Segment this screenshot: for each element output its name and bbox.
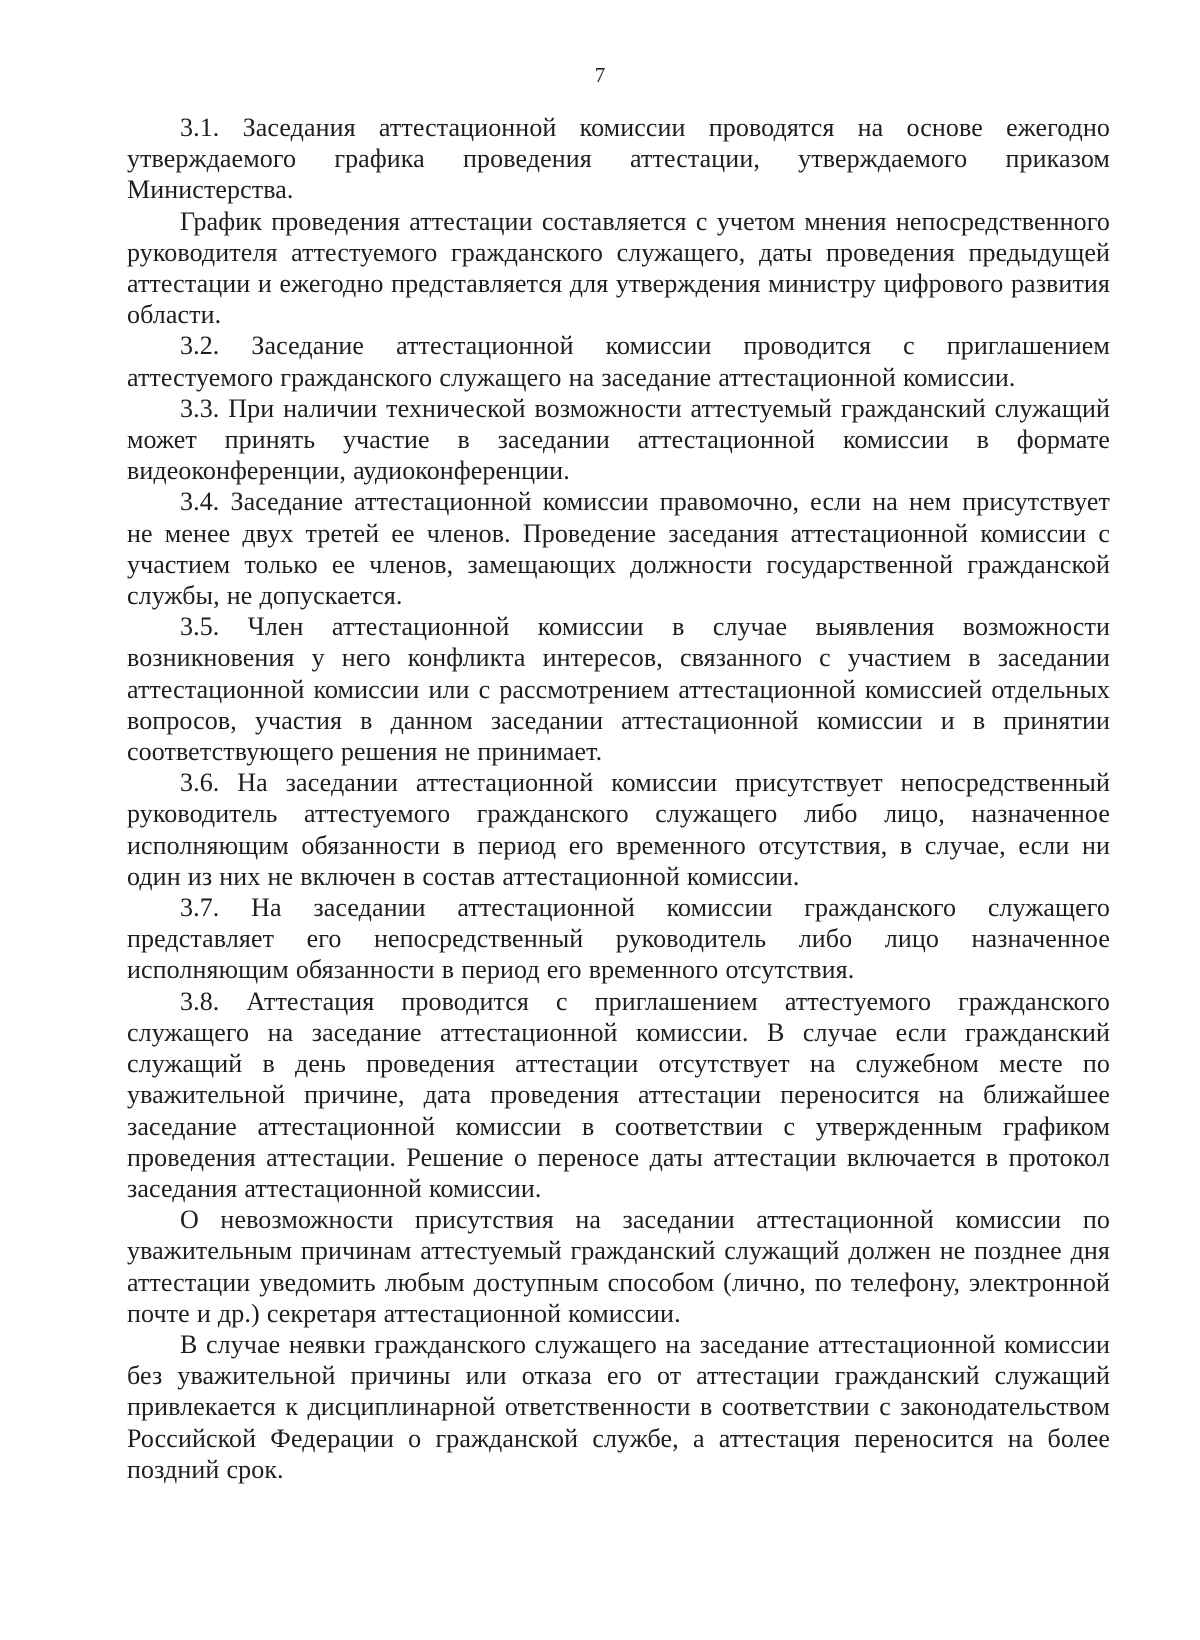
paragraph-3-5: 3.5. Член аттестационной комиссии в случае выявления возможности возникновения у него конфликта интересов, связанного с участием в заседании аттестационной комиссии или с рассмотрением аттестационной комиссией отдельных вопросов, участия в данном заседании аттестационной комиссии и в принятии соответствующего решения не принимает. bbox=[127, 612, 1110, 767]
paragraph-absence-notice: О невозможности присутствия на заседании аттестационной комиссии по уважительным причинам аттестуемый гражданский служащий должен не позднее дня аттестации уведомить любым доступным способом (лично, по телефону, электронной почте и др.) секретаря аттестационной комиссии. bbox=[127, 1205, 1110, 1328]
paragraph-schedule: График проведения аттестации составляется с учетом мнения непосредственного руководителя аттестуемого гражданского служащего, даты проведения предыдущей аттестации и ежегодно представляется для утверждения министру цифрового развития области. bbox=[127, 206, 1110, 330]
paragraph-3-4: 3.4. Заседание аттестационной комиссии правомочно, если на нем присутствует не менее двух третей ее членов. Проведение заседания аттестационной комиссии с участием только ее членов, замещающих должности государственной гражданской службы, не допускается. bbox=[127, 487, 1110, 611]
paragraph-3-7: 3.7. На заседании аттестационной комиссии гражданского служащего представляет его непосредственный руководитель либо лицо назначенное исполняющим обязанности в период его временного отсутствия. bbox=[127, 893, 1110, 985]
paragraph-3-3: 3.3. При наличии технической возможности аттестуемый гражданский служащий может принять участие в заседании аттестационной комиссии в формате видеоконференции, аудиоконференции. bbox=[127, 393, 1110, 486]
paragraph-3-6: 3.6. На заседании аттестационной комиссии присутствует непосредственный руководитель аттестуемого гражданского служащего либо лицо, назначенное исполняющим обязанности в период его временного отсутствия, в случае, если ни один из них не включен в состав аттестационной комиссии. bbox=[127, 768, 1110, 891]
paragraph-3-1: 3.1. Заседания аттестационной комиссии проводятся на основе ежегодно утверждаемого графика проведения аттестации, утверждаемого приказом Министерства. bbox=[127, 113, 1110, 205]
page-number: 7 bbox=[594, 63, 606, 87]
paragraph-3-8: 3.8. Аттестация проводится с приглашением аттестуемого гражданского служащего на заседание аттестационной комиссии. В случае если гражданский служащий в день проведения аттестации отсутствует на служебном месте по уважительной причине, дата проведения аттестации переносится на ближайшее заседание аттестационной комиссии в соответствии с утвержденным графиком проведения аттестации. Решение о переносе даты аттестации включается в протокол заседания аттестационной комиссии. bbox=[127, 986, 1110, 1203]
paragraph-3-2: 3.2. Заседание аттестационной комиссии проводится с приглашением аттестуемого гражданского служащего на заседание аттестационной комиссии. bbox=[127, 331, 1110, 392]
document-body bbox=[127, 112, 1110, 1485]
paragraph-no-show: В случае неявки гражданского служащего на заседание аттестационной комиссии без уважительной причины или отказа его от аттестации гражданский служащий привлекается к дисциплинарной ответственности в соответствии с законодательством Российской Федерации о гражданской службе, а аттестация переносится на более поздний срок. bbox=[127, 1329, 1110, 1484]
